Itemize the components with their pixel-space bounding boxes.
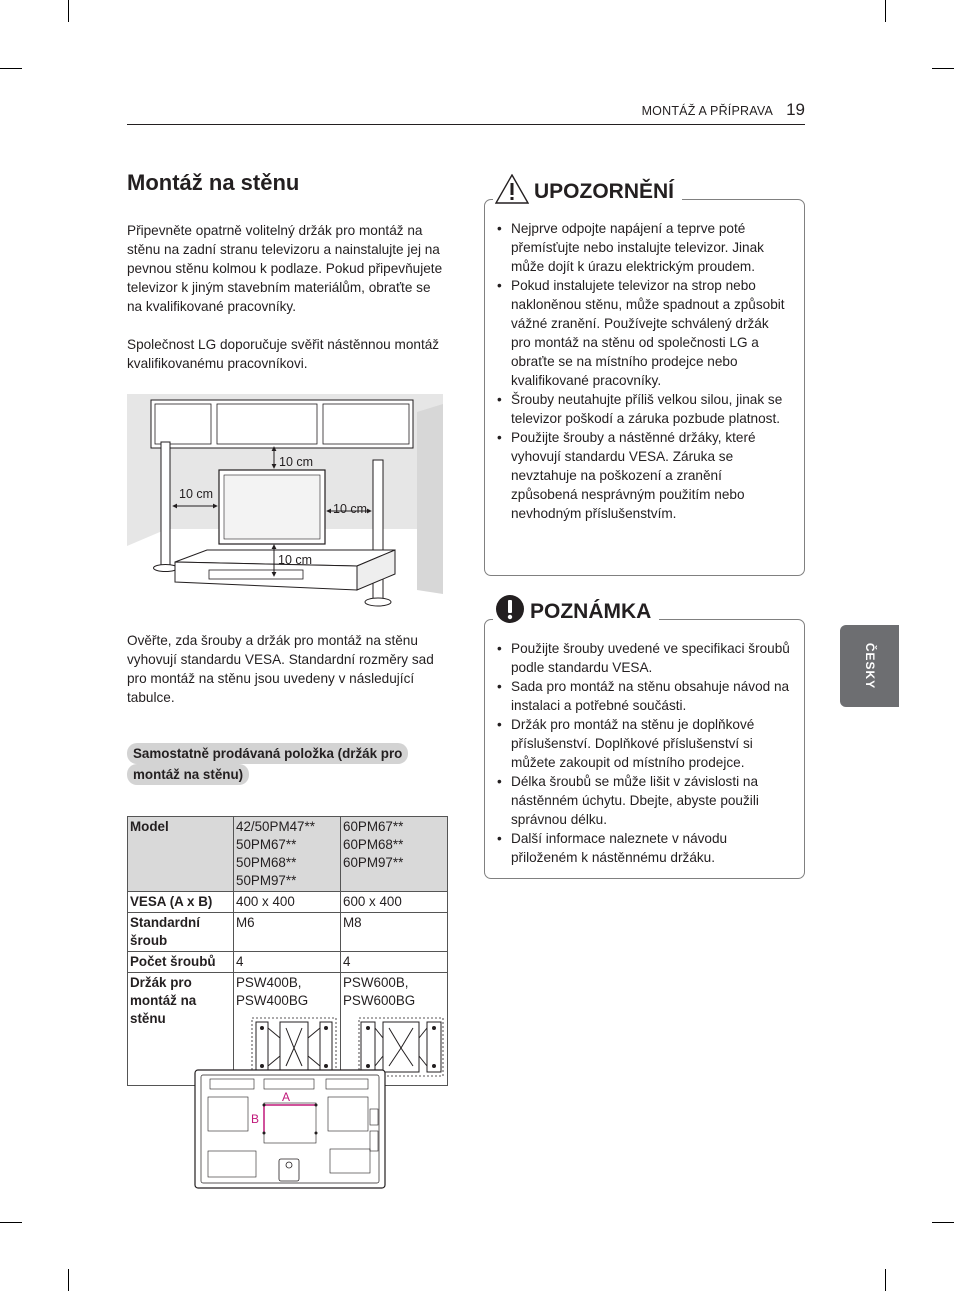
model-name: 60PM67**: [343, 819, 404, 834]
page-title: Montáž na stěnu: [127, 170, 300, 195]
table-cell: 400 x 400: [234, 892, 341, 913]
crop-mark: [885, 1269, 886, 1291]
vesa-paragraph: Ověřte, zda šrouby a držák pro montáž na stěnu vyhovují standardu VESA. Standardní rozměry sad pro montáž na stěnu jsou uvedeny v následující tabulce.: [127, 633, 434, 705]
clearance-bottom-label: 10 cm: [278, 553, 313, 567]
table-cell: M8: [341, 913, 448, 952]
model-name: 60PM68**: [343, 837, 404, 852]
list-item: • Délka šroubů se může lišit v závislosti na nástěnném úchytu. Dbejte, abyste použili správnou délku.: [497, 772, 790, 829]
model-header: Model: [128, 817, 234, 892]
crop-mark: [932, 68, 954, 69]
row-label: Počet šroubů: [128, 952, 234, 973]
warning-triangle-icon: [495, 174, 529, 204]
wall-mount-spec-table: [127, 816, 448, 1086]
caution-list: [485, 219, 804, 523]
list-item: • Použijte šrouby a nástěnné držáky, které vyhovují standardu VESA. Záruka se nevztahuje na poškození a zranění způsobená nesprávným použitím nebo nevhodným příslušenstvím.: [497, 428, 790, 523]
model-name: 50PM67**: [236, 837, 297, 852]
caution-title: UPOZORNĚNÍ: [534, 180, 675, 203]
note-list: [485, 639, 804, 867]
crop-mark: [68, 0, 69, 22]
crop-mark: [68, 1269, 69, 1291]
crop-mark: [0, 1222, 22, 1223]
list-item: • Šrouby neutahujte příliš velkou silou, jinak se televizor poškodí a záruka pozbude platnost.: [497, 390, 790, 428]
clearance-right-label: 10 cm: [333, 502, 368, 516]
table-row: [128, 892, 448, 913]
list-item: • Držák pro montáž na stěnu je doplňkové příslušenství. Doplňkové příslušenství si můžete zakoupit od místního prodejce.: [497, 715, 790, 772]
note-box: [484, 600, 805, 879]
separate-item-label-line2: montáž na stěnu): [127, 764, 249, 785]
table-row: [128, 913, 448, 952]
tv-back-vesa-illustration: [194, 1069, 386, 1189]
table-cell: M6: [234, 913, 341, 952]
recommendation-paragraph: Společnost LG doporučuje svěřit nástěnnou montáž kvalifikovanému pracovníkovi.: [127, 337, 440, 371]
crop-mark: [932, 1222, 954, 1223]
model-name: 50PM97**: [236, 873, 297, 888]
intro-paragraph: Připevněte opatrně volitelný držák pro montáž na stěnu na zadní stranu televizoru a nainstalujte jej na pevnou stěnu kolmou k podlaze. Pokud připevňujete televizor k jiným stavebním materiálům, obraťte se na kvalifikované pracovníky.: [127, 223, 443, 314]
section-title: MONTÁŽ A PŘÍPRAVA: [641, 104, 773, 118]
model-name: 60PM97**: [343, 855, 404, 870]
table-row: [128, 817, 448, 892]
list-item: • Pokud instalujete televizor na strop nebo nakloněnou stěnu, může spadnout a způsobit vážné zranění. Používejte schválený držák pro montáž na stěnu od společnosti LG a obraťte se na místního prodejce nebo kvalifikované pracovníky.: [497, 276, 790, 390]
model-name: 42/50PM47**: [236, 819, 315, 834]
row-label: VESA (A x B): [128, 892, 234, 913]
model-col1-cell: [234, 817, 341, 892]
list-item: • Nejprve odpojte napájení a teprve poté přemísťujte nebo instalujte televizor. Jinak může dojít k úrazu elektrickým proudem.: [497, 219, 790, 276]
crop-mark: [885, 0, 886, 22]
vesa-a-label: A: [282, 1090, 291, 1104]
table-cell: 4: [341, 952, 448, 973]
caution-heading: [493, 174, 682, 204]
language-tab: [840, 625, 899, 707]
note-heading: [493, 594, 659, 624]
page-number: 19: [786, 100, 805, 119]
crop-mark: [0, 68, 22, 69]
table-cell: 600 x 400: [341, 892, 448, 913]
note-title: POZNÁMKA: [530, 600, 652, 623]
page-header: [127, 100, 805, 125]
clearance-left-label: 10 cm: [179, 487, 214, 501]
table-row: [128, 952, 448, 973]
model-col2-cell: [341, 817, 448, 892]
model-name: 50PM68**: [236, 855, 297, 870]
bracket-model: PSW600B, PSW600BG: [343, 975, 416, 1008]
caution-box: [484, 180, 805, 576]
list-item: • Další informace naleznete v návodu přiloženém k nástěnnému držáku.: [497, 829, 790, 867]
bracket-model: PSW400B, PSW400BG: [236, 975, 309, 1008]
separate-item-label-line1: Samostatně prodávaná položka (držák pro: [127, 743, 408, 764]
language-tab-label: ČESKY: [862, 642, 877, 690]
table-cell: 4: [234, 952, 341, 973]
wall-clearance-illustration: [127, 394, 443, 616]
exclamation-icon: [495, 594, 525, 624]
row-label: Standardní šroub: [128, 913, 234, 952]
list-item: • Použijte šrouby uvedené ve specifikaci šroubů podle standardu VESA.: [497, 639, 790, 677]
row-label: Držák pro montáž na stěnu: [128, 973, 234, 1086]
clearance-top-label: 10 cm: [279, 455, 314, 469]
list-item: • Sada pro montáž na stěnu obsahuje návod na instalaci a potřebné součásti.: [497, 677, 790, 715]
vesa-b-label: B: [251, 1112, 260, 1126]
